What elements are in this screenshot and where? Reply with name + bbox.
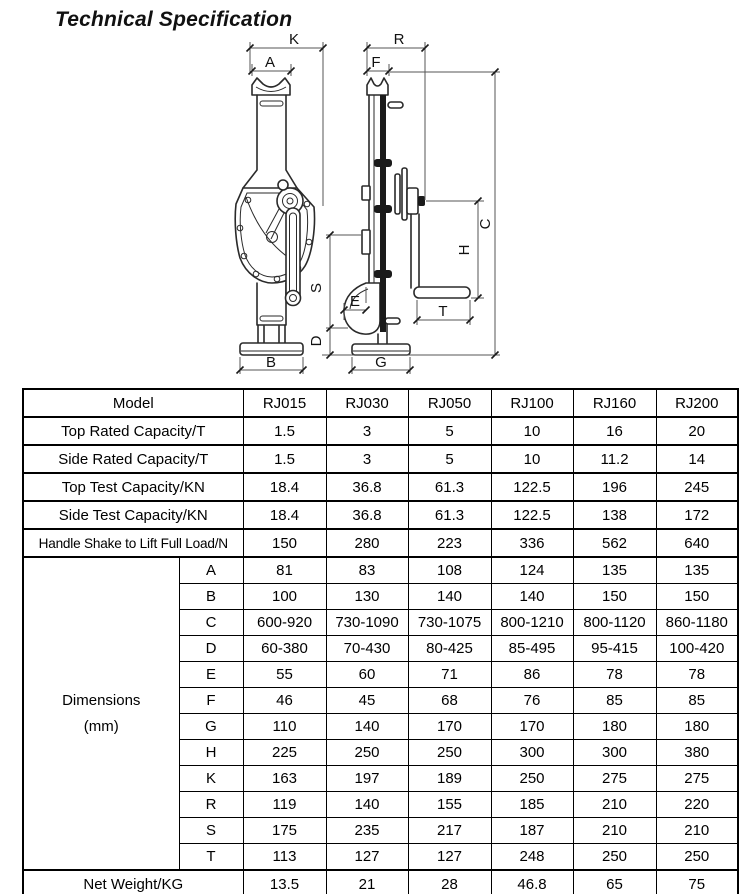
table-cell: 95-415 xyxy=(573,636,656,662)
table-cell: 185 xyxy=(491,792,573,818)
table-cell: 46.8 xyxy=(491,870,573,894)
table-cell: 248 xyxy=(491,844,573,871)
jack-technical-drawing xyxy=(0,0,755,390)
model-header: RJ100 xyxy=(491,389,573,417)
page-title: Technical Specification xyxy=(55,8,293,31)
table-cell: 60-380 xyxy=(243,636,326,662)
dim-letter-cell: H xyxy=(179,740,243,766)
table-cell: 10 xyxy=(491,445,573,473)
dim-label-r: R xyxy=(393,31,405,48)
dim-letter-cell: B xyxy=(179,584,243,610)
table-cell: 86 xyxy=(491,662,573,688)
table-cell: 140 xyxy=(326,792,408,818)
table-cell: 45 xyxy=(326,688,408,714)
table-cell: 5 xyxy=(408,417,491,445)
dim-label-f: F xyxy=(371,54,381,71)
dim-label-k: K xyxy=(288,31,300,48)
table-cell: 197 xyxy=(326,766,408,792)
table-cell: 155 xyxy=(408,792,491,818)
table-cell: 250 xyxy=(408,740,491,766)
table-cell: 187 xyxy=(491,818,573,844)
table-cell: 180 xyxy=(573,714,656,740)
table-cell: 220 xyxy=(656,792,738,818)
table-cell: 730-1090 xyxy=(326,610,408,636)
row-label: Model xyxy=(23,389,243,417)
table-cell: 36.8 xyxy=(326,473,408,501)
table-cell: 138 xyxy=(573,501,656,529)
table-cell: 83 xyxy=(326,557,408,584)
table-cell: 71 xyxy=(408,662,491,688)
table-cell: 150 xyxy=(573,584,656,610)
table-row xyxy=(23,557,738,584)
table-cell: 78 xyxy=(573,662,656,688)
table-cell: 78 xyxy=(656,662,738,688)
model-header: RJ050 xyxy=(408,389,491,417)
table-cell: 245 xyxy=(656,473,738,501)
table-cell: 163 xyxy=(243,766,326,792)
dim-label-a: A xyxy=(264,54,276,71)
table-cell: 235 xyxy=(326,818,408,844)
table-cell: 172 xyxy=(656,501,738,529)
front-view xyxy=(235,78,314,355)
table-cell: 250 xyxy=(491,766,573,792)
dim-label-b: B xyxy=(265,354,277,371)
table-cell: 80-425 xyxy=(408,636,491,662)
table-cell: 3 xyxy=(326,445,408,473)
dim-letter-cell: S xyxy=(179,818,243,844)
table-cell: 85 xyxy=(573,688,656,714)
table-cell: 275 xyxy=(573,766,656,792)
row-label: Top Rated Capacity/T xyxy=(23,417,243,445)
table-cell: 113 xyxy=(243,844,326,871)
dimensions-group-label xyxy=(23,557,179,870)
table-row xyxy=(23,389,738,417)
table-cell: 250 xyxy=(573,844,656,871)
table-cell: 140 xyxy=(491,584,573,610)
table-cell: 730-1075 xyxy=(408,610,491,636)
dim-letter-cell: R xyxy=(179,792,243,818)
dim-label-s: S xyxy=(308,282,325,294)
table-cell: 13.5 xyxy=(243,870,326,894)
table-cell: 562 xyxy=(573,529,656,557)
table-cell: 122.5 xyxy=(491,473,573,501)
table-cell: 210 xyxy=(656,818,738,844)
dim-label-g: G xyxy=(375,354,387,371)
table-cell: 280 xyxy=(326,529,408,557)
table-row xyxy=(23,445,738,473)
table-cell: 140 xyxy=(408,584,491,610)
dim-label-e: E xyxy=(349,293,361,310)
table-cell: 14 xyxy=(656,445,738,473)
dim-label-d: D xyxy=(308,335,325,347)
table-cell: 75 xyxy=(656,870,738,894)
row-label: Side Test Capacity/KN xyxy=(23,501,243,529)
table-cell: 60 xyxy=(326,662,408,688)
table-cell: 175 xyxy=(243,818,326,844)
table-cell: 127 xyxy=(408,844,491,871)
row-label: Top Test Capacity/KN xyxy=(23,473,243,501)
dim-label-h: H xyxy=(456,244,473,256)
table-cell: 135 xyxy=(656,557,738,584)
table-cell: 10 xyxy=(491,417,573,445)
table-row xyxy=(23,473,738,501)
table-cell: 1.5 xyxy=(243,417,326,445)
model-header: RJ030 xyxy=(326,389,408,417)
table-cell: 600-920 xyxy=(243,610,326,636)
table-cell: 300 xyxy=(491,740,573,766)
table-cell: 800-1120 xyxy=(573,610,656,636)
table-cell: 85 xyxy=(656,688,738,714)
table-cell: 70-430 xyxy=(326,636,408,662)
model-header: RJ200 xyxy=(656,389,738,417)
dimensions-label-line2: (mm) xyxy=(83,717,119,735)
table-cell: 61.3 xyxy=(408,473,491,501)
table-cell: 3 xyxy=(326,417,408,445)
table-cell: 100 xyxy=(243,584,326,610)
dimensions-label-line1: Dimensions xyxy=(62,691,141,709)
table-cell: 16 xyxy=(573,417,656,445)
table-cell: 127 xyxy=(326,844,408,871)
row-label: Side Rated Capacity/T xyxy=(23,445,243,473)
table-cell: 18.4 xyxy=(243,473,326,501)
table-cell: 124 xyxy=(491,557,573,584)
table-cell: 81 xyxy=(243,557,326,584)
table-cell: 860-1180 xyxy=(656,610,738,636)
dim-letter-cell: A xyxy=(179,557,243,584)
model-header: RJ160 xyxy=(573,389,656,417)
dim-letter-cell: C xyxy=(179,610,243,636)
row-label: Handle Shake to Lift Full Load/N xyxy=(23,529,243,557)
table-cell: 61.3 xyxy=(408,501,491,529)
table-cell: 150 xyxy=(243,529,326,557)
table-cell: 217 xyxy=(408,818,491,844)
table-cell: 119 xyxy=(243,792,326,818)
table-cell: 18.4 xyxy=(243,501,326,529)
dim-letter-cell: D xyxy=(179,636,243,662)
table-cell: 20 xyxy=(656,417,738,445)
table-cell: 196 xyxy=(573,473,656,501)
table-cell: 108 xyxy=(408,557,491,584)
table-row xyxy=(23,529,738,557)
table-cell: 223 xyxy=(408,529,491,557)
table-cell: 225 xyxy=(243,740,326,766)
table-cell: 55 xyxy=(243,662,326,688)
table-cell: 180 xyxy=(656,714,738,740)
dim-letter-cell: E xyxy=(179,662,243,688)
table-cell: 85-495 xyxy=(491,636,573,662)
table-cell: 250 xyxy=(326,740,408,766)
table-row xyxy=(23,501,738,529)
table-cell: 28 xyxy=(408,870,491,894)
model-header: RJ015 xyxy=(243,389,326,417)
table-cell: 170 xyxy=(491,714,573,740)
table-cell: 5 xyxy=(408,445,491,473)
dim-letter-cell: F xyxy=(179,688,243,714)
table-cell: 640 xyxy=(656,529,738,557)
table-cell: 210 xyxy=(573,792,656,818)
table-cell: 122.5 xyxy=(491,501,573,529)
table-cell: 68 xyxy=(408,688,491,714)
table-cell: 150 xyxy=(656,584,738,610)
table-cell: 140 xyxy=(326,714,408,740)
table-cell: 21 xyxy=(326,870,408,894)
dim-letter-cell: T xyxy=(179,844,243,871)
table-cell: 36.8 xyxy=(326,501,408,529)
table-cell: 110 xyxy=(243,714,326,740)
table-row xyxy=(23,417,738,445)
table-cell: 1.5 xyxy=(243,445,326,473)
dim-letter-cell: G xyxy=(179,714,243,740)
table-cell: 250 xyxy=(656,844,738,871)
dim-label-c: C xyxy=(477,218,494,230)
dim-letter-cell: K xyxy=(179,766,243,792)
table-cell: 189 xyxy=(408,766,491,792)
row-label: Net Weight/KG xyxy=(23,870,243,894)
table-cell: 275 xyxy=(656,766,738,792)
table-cell: 130 xyxy=(326,584,408,610)
table-cell: 11.2 xyxy=(573,445,656,473)
table-cell: 135 xyxy=(573,557,656,584)
table-cell: 65 xyxy=(573,870,656,894)
table-cell: 100-420 xyxy=(656,636,738,662)
table-cell: 800-1210 xyxy=(491,610,573,636)
table-cell: 170 xyxy=(408,714,491,740)
table-row xyxy=(23,870,738,894)
table-cell: 380 xyxy=(656,740,738,766)
table-cell: 300 xyxy=(573,740,656,766)
table-cell: 46 xyxy=(243,688,326,714)
table-cell: 336 xyxy=(491,529,573,557)
dim-label-t: T xyxy=(438,303,448,320)
specification-table xyxy=(22,388,739,894)
table-cell: 210 xyxy=(573,818,656,844)
table-cell: 76 xyxy=(491,688,573,714)
